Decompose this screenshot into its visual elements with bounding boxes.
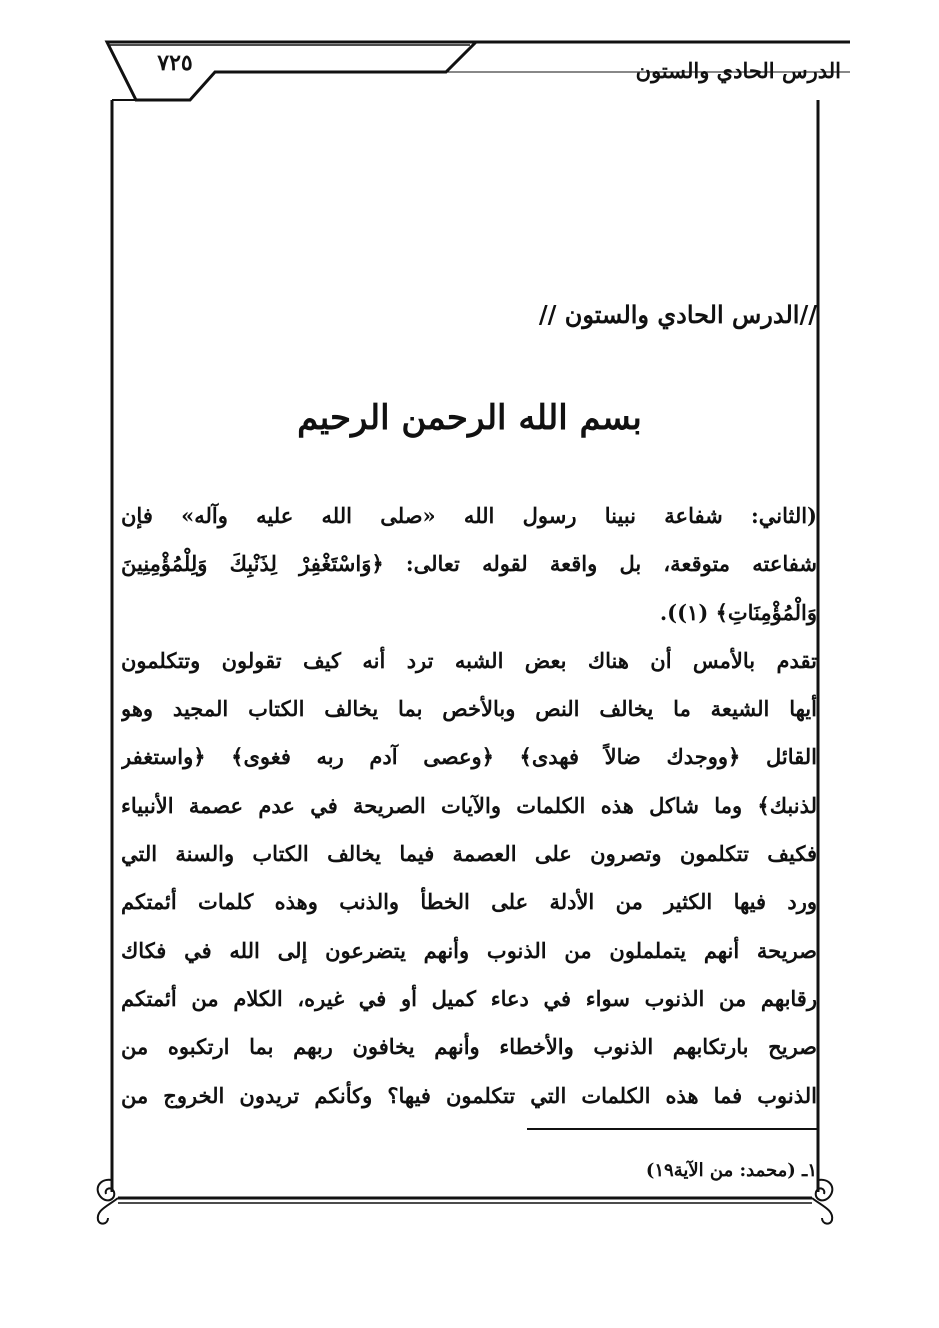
text-line: وَالْمُؤْمِنَاتِ﴾ (١)). xyxy=(659,599,817,625)
text-line: لذنبك﴾ وما شاكل هذه الكلمات والآيات الصريحة في عدم عصمة الأنبياء xyxy=(121,792,817,818)
text-line: صريح بارتكابهم الذنوب والأخطاء وأنهم يخافون ربهم بما ارتكبوه من xyxy=(121,1034,817,1060)
text-line: شفاعته متوقعة، بل واقعة لقوله تعالى: ﴿وَاسْتَغْفِرْ لِذَنْبِكَ وَلِلْمُؤْمِنِينَ xyxy=(121,551,817,577)
text-line: صريحة أنهم يتململون من الذنوب وأنهم يتضرعون إلى الله في فكاك xyxy=(121,937,817,963)
running-header-title: الدرس الحادي والستون xyxy=(635,58,841,83)
footnote-separator xyxy=(527,1128,817,1130)
text-line: الذنوب فما هذه الكلمات التي تتكلمون فيها؟ وكأنكم تريدون الخروج من xyxy=(121,1082,817,1108)
text-line: القائل ﴿ووجدك ضالاً فهدى﴾ ﴿وعصى آدم ربه فغوى﴾ ﴿واستغفر xyxy=(121,744,817,770)
text-line: رقابهم من الذنوب سواء في دعاء كميل أو في غيره، الكلام من أئمتكم xyxy=(121,985,817,1011)
text-line: تقدم بالأمس أن هناك بعض الشبه ترد أنه كيف تقولون وتتكلمون xyxy=(121,647,817,673)
basmala: بسم الله الرحمن الرحيم xyxy=(297,398,642,438)
text-line: ورد فيها الكثير من الأدلة على الخطأ والذنب وهذه كلمات أئمتكم xyxy=(121,889,817,915)
text-line: (الثاني: شفاعة نبينا رسول الله «صلى الله عليه وآله» فإن xyxy=(121,503,817,528)
page-number: ٧٢٥ xyxy=(157,50,193,76)
footnote: ١ـ (محمد: من الآية١٩) xyxy=(645,1160,817,1181)
text-line: أيها الشيعة ما يخالف النص وبالأخص بما يخالف الكتاب المجيد وهو xyxy=(121,696,817,722)
left-corner-ornament xyxy=(98,1180,118,1224)
text-line: فكيف تتكلمون وتصرون على العصمة فيما يخالف الكتاب والسنة التي xyxy=(121,841,817,867)
right-corner-ornament xyxy=(812,1180,832,1224)
body-text xyxy=(121,492,817,1120)
section-title: //الدرس الحادي والستون // xyxy=(538,300,817,329)
